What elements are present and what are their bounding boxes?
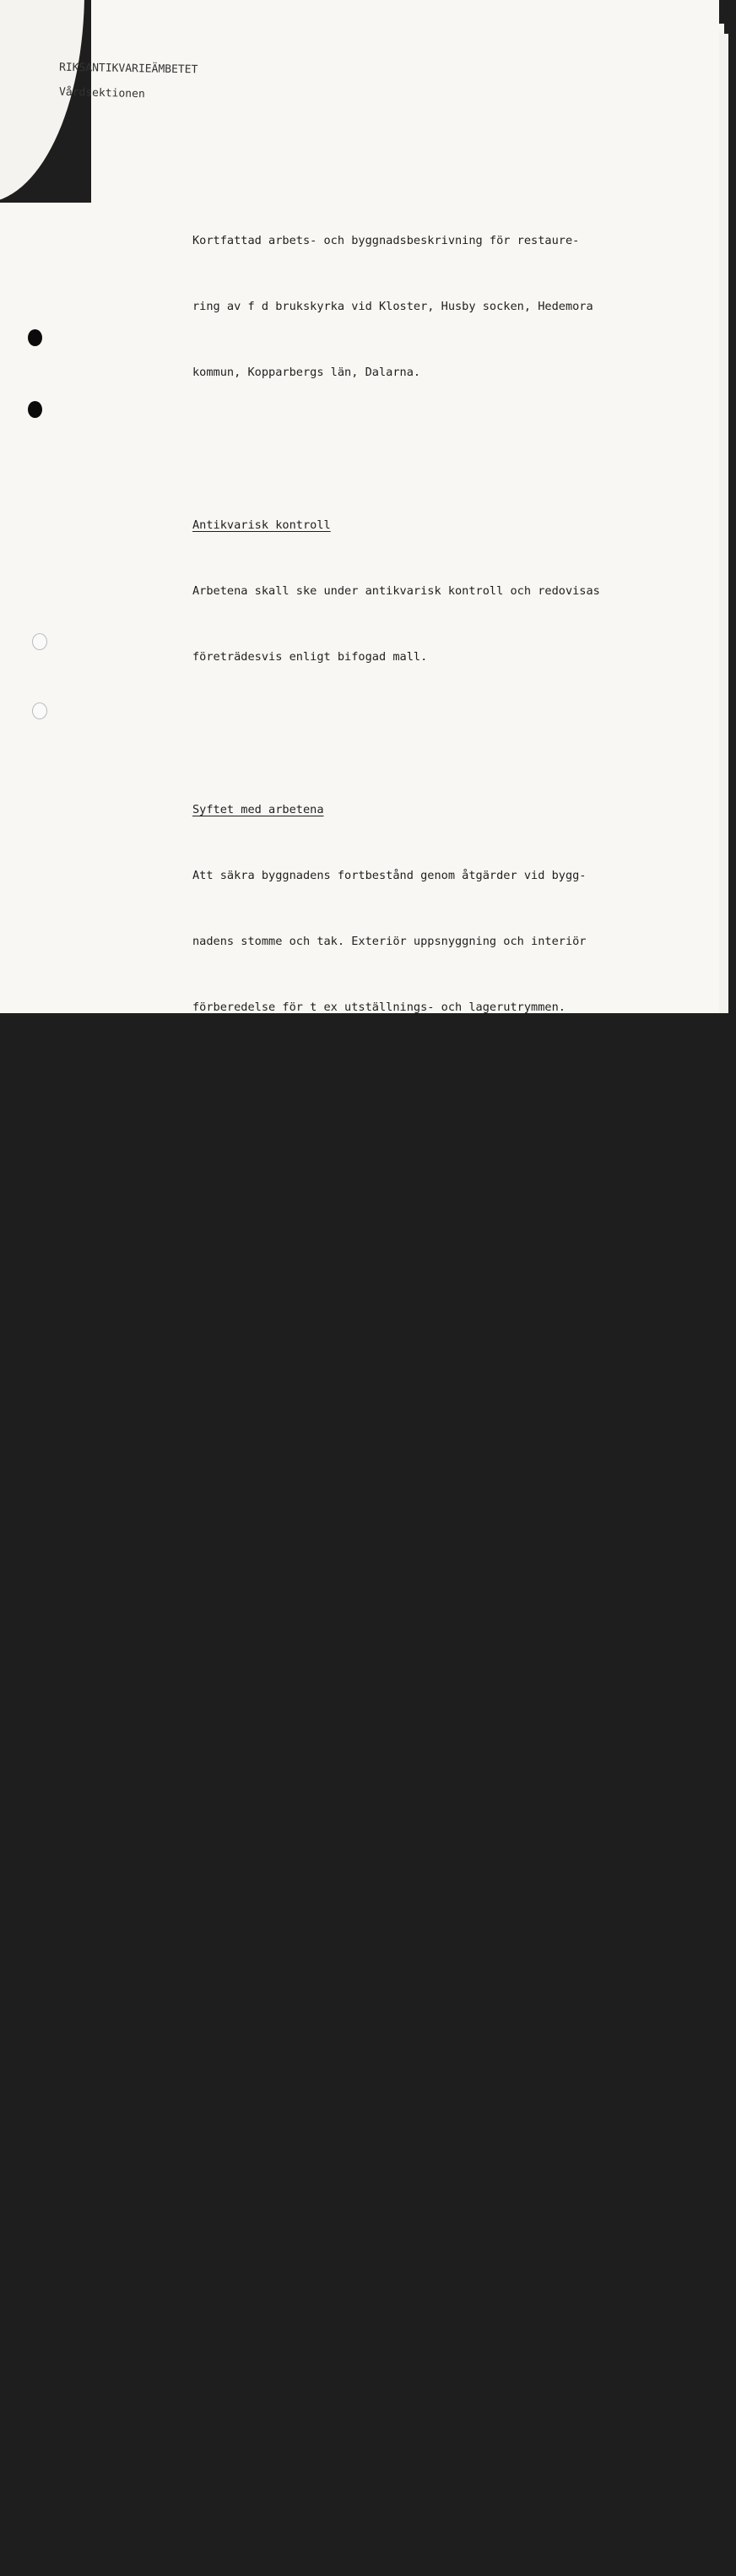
paragraph-line: murytan rengöres, varsamt. Ny puts påläggas endast de ytor (192, 2052, 593, 2065)
paragraph-line: skall slås på med murslev och slevdragas, ytan avfärgas. (192, 2449, 580, 2462)
paragraph-line: urskrapas och ilagas, löst sittande puts nedknackas och (192, 1986, 573, 1999)
punch-hole (28, 329, 42, 346)
paragraph-line: som saknar putsbruk. (192, 2118, 331, 2131)
paragraph-line: Endast Gotlandskalk får användas. Blandas 1+3,5. Kalkbruket (192, 2383, 600, 2396)
intro-line: ring av f d brukskyrka vid Kloster, Husby socken, Hedemora (192, 300, 593, 313)
paragraph-line: företrädesvis enligt bifogad mall. (192, 650, 428, 664)
document-body (192, 186, 699, 2576)
paragraph-line: nadens stomme och tak. Exteriör uppsnyggning och interiör (192, 935, 587, 948)
heading-exterior: EXTERIÖR (192, 1153, 248, 1167)
paragraph-line: ningen lika de befintliga. (192, 1701, 372, 1715)
heading-puts: Puts (192, 1854, 220, 1868)
heading-antikvarisk-kontroll: Antikvarisk kontroll (192, 518, 331, 532)
paragraph-line: Frångrävning av jord, lösa och nedfallna stenar och plattor (192, 1285, 600, 1299)
heading-syftet: Syftet med arbetena (192, 803, 324, 816)
intro-line: Kortfattad arbets- och byggnadsbeskrivning för restaure- (192, 234, 580, 247)
paragraph-line: Befintlig puts som sitter fast rengöres, sprickor i puts (192, 1920, 580, 1933)
punch-hole (32, 702, 47, 719)
organization-name: RIKSANTIKVARIEÄMBETET (58, 61, 198, 77)
paragraph-line: Att säkra byggnadens fortbestånd genom åtgärder vid bygg- (192, 869, 587, 882)
paragraph-line: Besked om arbetsutförandet lämnas av teknisk kontrollant. (192, 2514, 587, 2528)
heading-vaggar: Väggar (192, 1504, 235, 1517)
paragraph-line: Vid insättning av fönster och dörrkarmar imuras omfatt- (192, 1635, 573, 1649)
section-name: Vårdsektionen (58, 85, 145, 101)
punch-hole (32, 633, 47, 650)
paragraph-line: Lösa och nedfallna stenar i väggstommen inmuras. (192, 1570, 524, 1583)
paragraph-line: förberedelse för t ex utställnings- och lagerutrymmen. (192, 1001, 566, 1014)
heading-kalkbruk: Kalkbruk (192, 2317, 248, 2330)
paragraph-line: Avslutningen av puts vid sockel, besked lämnas vid byggmöte. (192, 2183, 608, 2197)
paragraph-line: Arbetena skall ske under antikvarisk kontroll och redovisas (192, 584, 600, 598)
punch-hole (28, 401, 42, 418)
heading-grund-och-sockel: Grund och sockel (192, 1219, 303, 1233)
paragraph-line: fastmuras, stengrunden rengöres. (192, 1351, 414, 1364)
intro-line: kommun, Kopparbergs län, Dalarna. (192, 366, 421, 379)
